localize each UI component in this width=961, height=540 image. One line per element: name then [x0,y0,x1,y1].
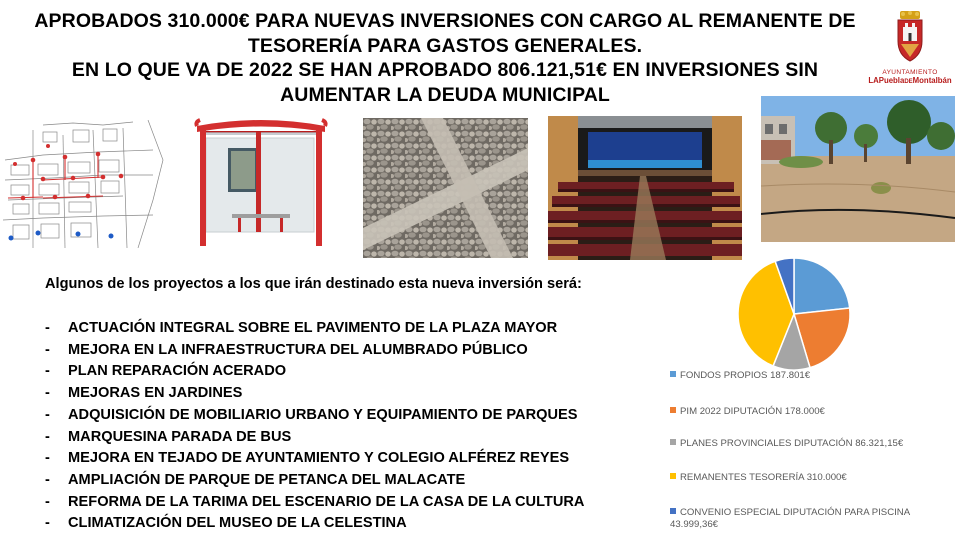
list-item: - ACTUACIÓN INTEGRAL SOBRE EL PAVIMENTO DE LA PLAZA MAYOR [45,318,584,340]
legend-swatch [670,371,676,377]
investment-pie-chart [735,255,853,373]
list-dash: - [45,341,50,358]
legend-swatch [670,439,676,445]
legend-label: PIM 2022 DIPUTACIÓN 178.000€ [680,406,825,417]
title-line-4: AUMENTAR LA DEUDA MUNICIPAL [280,83,610,106]
title-line-1: APROBADOS 310.000€ PARA NUEVAS INVERSIONES CON CARGO AL REMANENTE DE [34,10,856,32]
page-title [10,9,880,107]
list-dash: - [45,493,50,510]
list-item: - MEJORA EN TEJADO DE AYUNTAMIENTO Y COLEGIO ALFÉREZ REYES [45,448,584,470]
list-dash: - [45,471,50,488]
legend-label: PLANES PROVINCIALES DIPUTACIÓN 86.321,15€ [680,438,904,449]
logo-town-puebla: Puebla [878,76,905,85]
legend-label: CONVENIO ESPECIAL DIPUTACIÓN PARA PISCINA [680,507,911,518]
title-line-2: TESORERÍA PARA GASTOS GENERALES. [247,34,643,57]
logo-town-de: DE [904,79,913,85]
cobblestone-pavement-image [363,118,528,258]
list-dash: - [45,515,50,532]
legend-swatch [670,508,676,514]
legend-item [670,507,910,531]
list-item: - REFORMA DE LA TARIMA DEL ESCENARIO DE LA CASA DE LA CULTURA [45,492,584,514]
logo-ayuntamiento: AYUNTAMIENTO [882,69,938,76]
legend-item [670,438,903,450]
street-plan-image [3,120,171,248]
list-item: - PLAN REPARACIÓN ACERADO [45,361,584,383]
list-item: - CLIMATIZACIÓN DEL MUSEO DE LA CELESTINA [45,513,584,535]
theater-stage-image [548,116,742,260]
legend-item [670,406,825,418]
list-dash: - [45,320,50,336]
legend-swatch [670,407,676,413]
logo-town-montalban: Montalbán [912,76,952,85]
legend-label: REMANENTES TESORERÍA 310.000€ [680,472,847,483]
logo-town-la: LA [868,76,879,85]
list-dash: - [45,363,50,380]
pie-slice-1 [794,258,850,314]
logo-town-name [862,76,958,85]
coat-of-arms-icon [895,11,925,63]
legend-label: FONDOS PROPIOS 187.801€ [680,370,811,381]
list-dash: - [45,450,50,467]
projects-intro: Algunos de los proyectos a los que irán destinado esta nueva inversión será: [45,276,582,292]
list-dash: - [45,385,50,402]
list-item: - ADQUISICIÓN DE MOBILIARIO URBANO Y EQUIPAMIENTO DE PARQUES [45,405,584,427]
legend-item [670,472,847,484]
legend-item [670,370,810,382]
bus-shelter-image [192,116,330,250]
list-dash: - [45,428,50,445]
list-item: - AMPLIACIÓN DE PARQUE DE PETANCA DEL MALACATE [45,470,584,492]
title-line-3: EN LO QUE VA DE 2022 SE HAN APROBADO 806.121,51€ EN INVERSIONES SIN [71,59,819,81]
projects-list [45,318,584,535]
list-item: - MARQUESINA PARADA DE BUS [45,427,584,449]
town-hall-logo [862,11,958,85]
list-item: - MEJORA EN LA INFRAESTRUCTURA DEL ALUMBRADO PÚBLICO [45,340,584,362]
list-item: - MEJORAS EN JARDINES [45,383,584,405]
petanque-park-image [761,96,955,242]
list-dash: - [45,406,50,423]
legend-swatch [670,473,676,479]
legend-label: 43.999,36€ [670,519,719,530]
